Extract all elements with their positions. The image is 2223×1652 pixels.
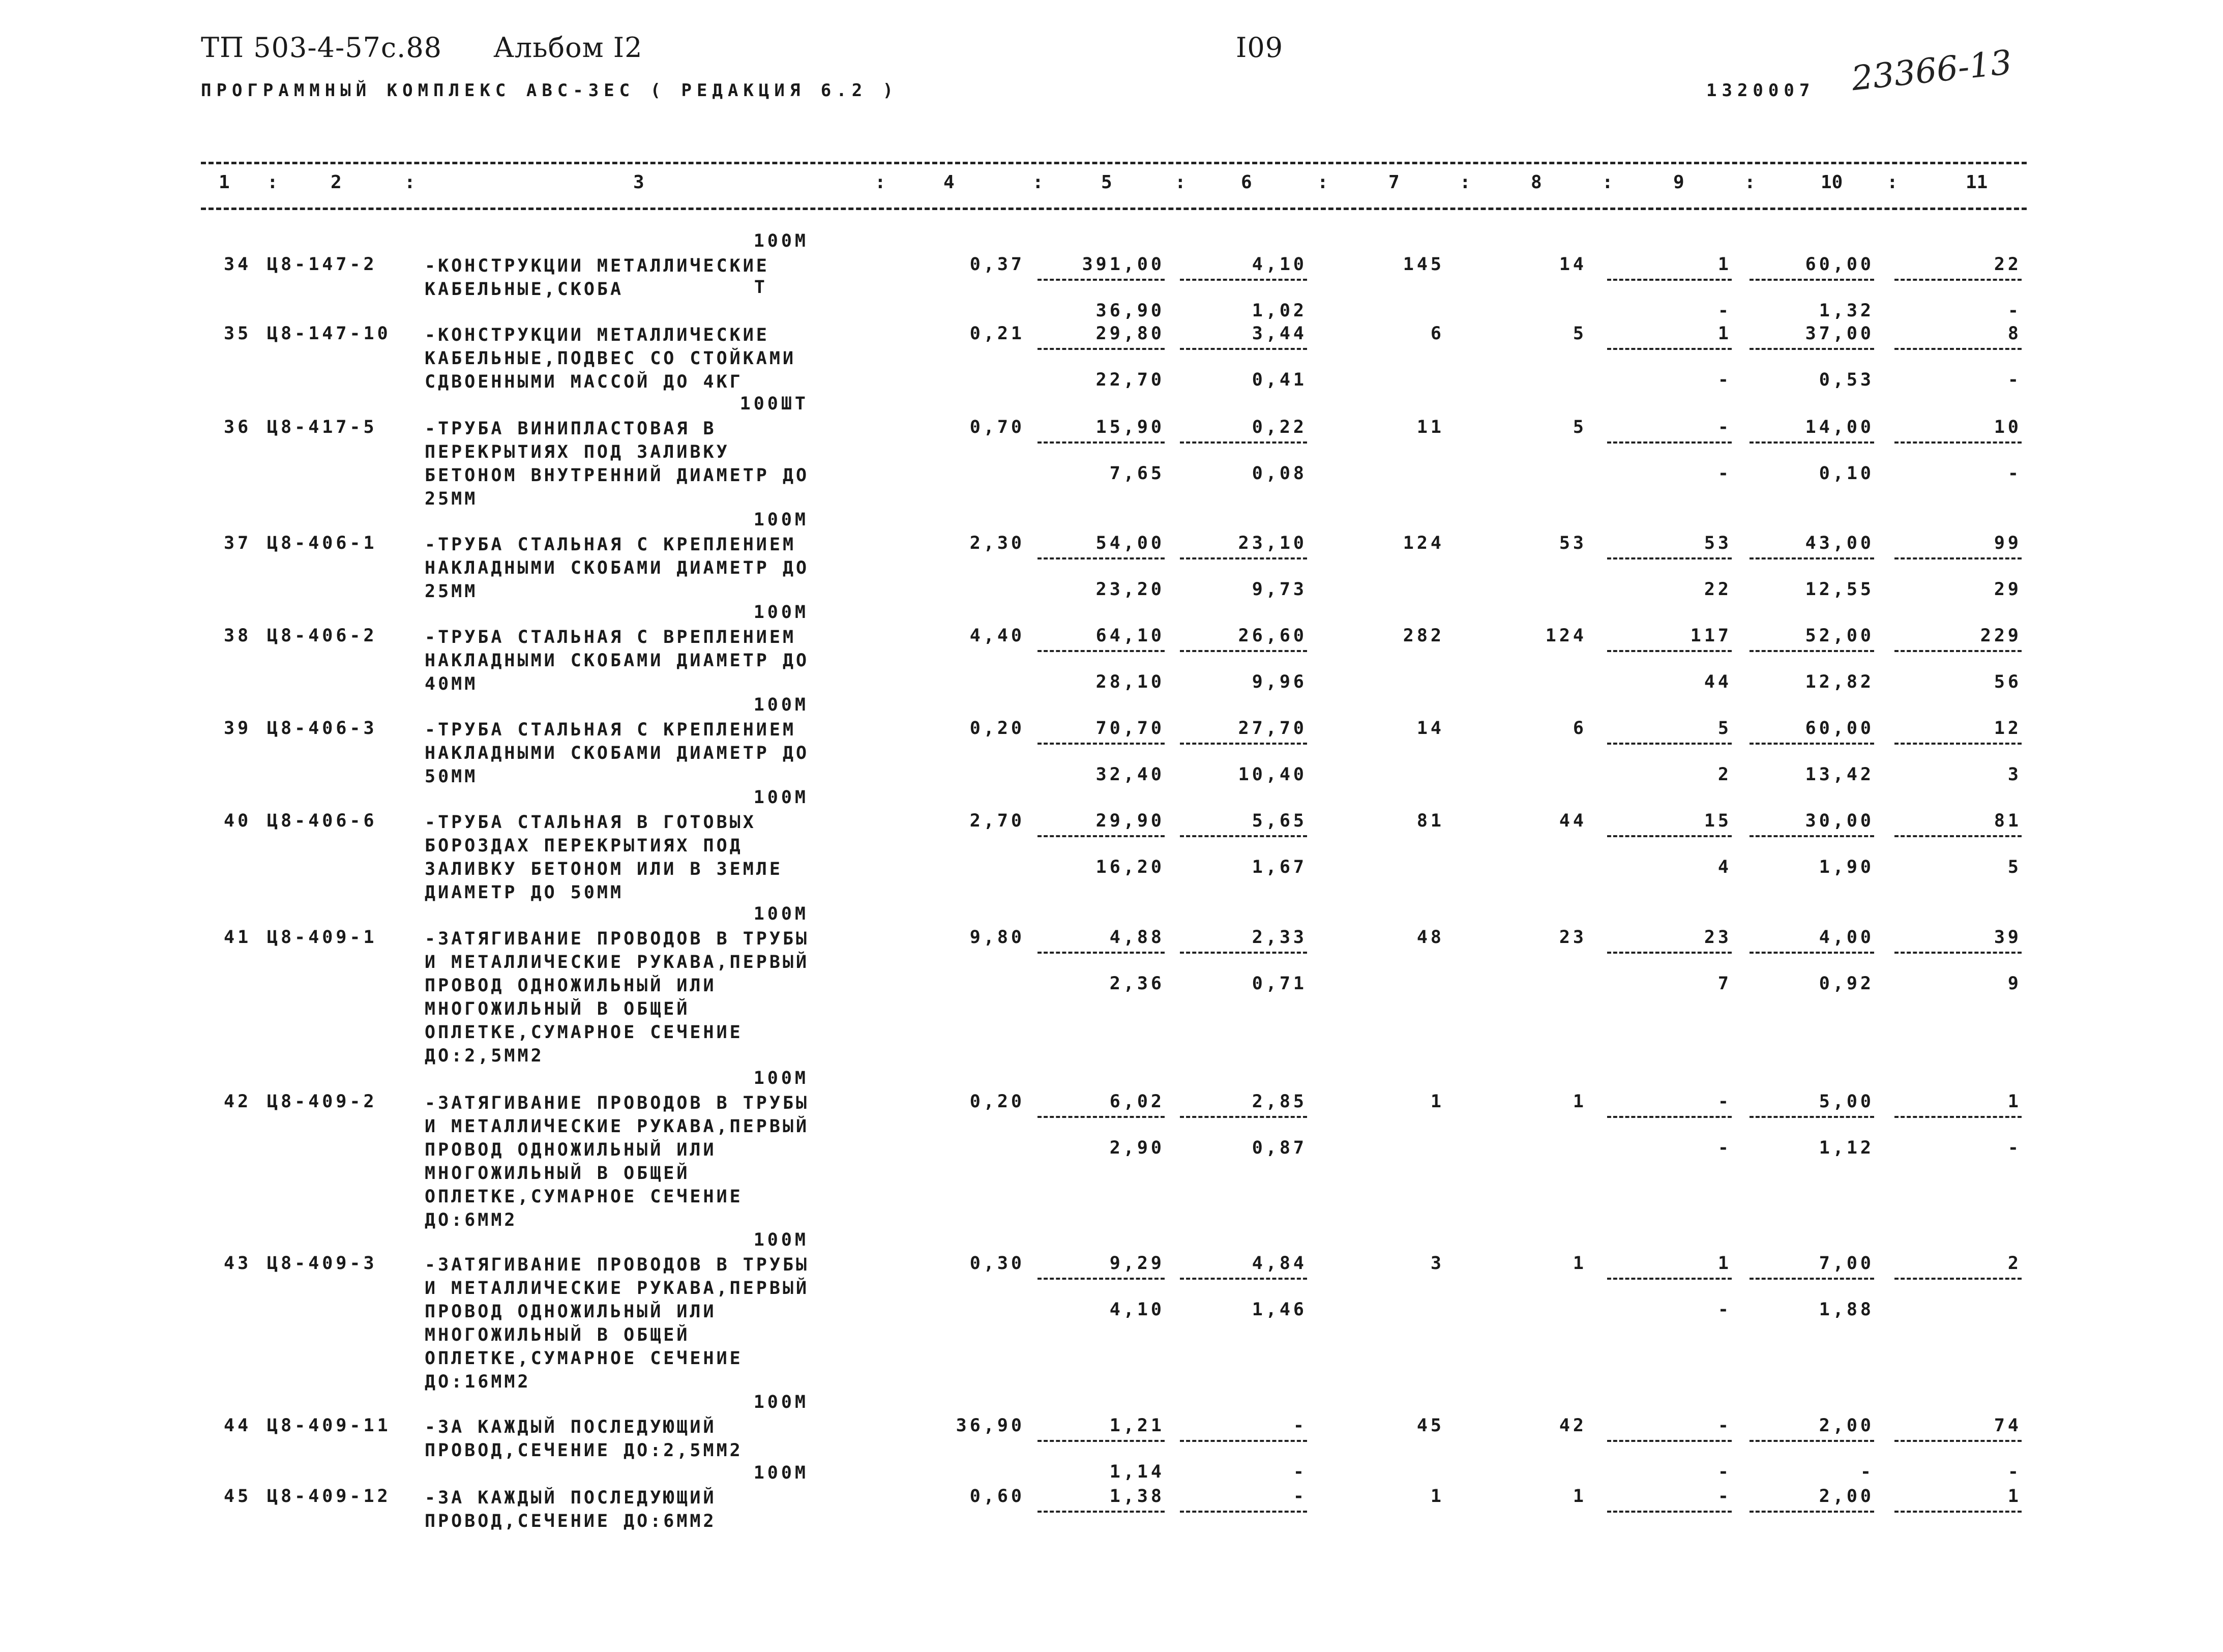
cell-underline	[1894, 441, 2022, 444]
cell-underline	[1038, 952, 1165, 954]
work-description: -ЗАТЯГИВАНИЕ ПРОВОДОВ В ТРУБЫ И МЕТАЛЛИЧЕСКИЕ РУКАВА,ПЕРВЫЙ ПРОВОД ОДНОЖИЛЬНЫЙ ИЛИ МНОГОЖИЛЬНЫЙ В ОБЩЕЙ ОПЛЕТКЕ,СУМАРНОЕ СЕЧЕНИЕ ДО:16ММ2	[425, 1255, 810, 1392]
work-description: -КОНСТРУКЦИИ МЕТАЛЛИЧЕСКИЕ КАБЕЛЬНЫЕ,СКОБА	[425, 256, 769, 300]
quantity: 36,90	[956, 1415, 1025, 1436]
col9-value: 53	[1704, 533, 1732, 553]
col5-value: 54,00	[1095, 533, 1165, 553]
quantity: 4,40	[969, 626, 1025, 646]
row-number: 42	[224, 1092, 252, 1112]
col5-value-2: 7,65	[1109, 463, 1165, 484]
col9-value-2: 4	[1717, 857, 1732, 877]
cell-underline	[1180, 348, 1307, 350]
cell-underline	[1607, 952, 1732, 954]
rate-code: Ц8-409-12	[267, 1486, 391, 1507]
cell-underline	[1894, 650, 2022, 652]
table-top-rule	[201, 162, 2027, 164]
col9-value: 117	[1690, 626, 1732, 646]
cell-underline	[1038, 1511, 1165, 1513]
cell-underline	[1894, 1116, 2022, 1118]
cell-underline	[1894, 835, 2022, 837]
doc-code: ТП 503-4-57с.88	[201, 32, 442, 64]
col8-value: 42	[1559, 1415, 1587, 1436]
row-number: 37	[224, 533, 252, 553]
handwritten-inventory-number: 23366-13	[1849, 42, 2014, 99]
col10-value: 60,00	[1805, 254, 1874, 275]
row-number: 40	[224, 811, 252, 831]
col6-value-2: 9,96	[1252, 672, 1307, 692]
cell-underline	[1750, 1511, 1874, 1513]
col11-value: 8	[2007, 323, 2022, 344]
cell-underline	[1894, 348, 2022, 350]
column-separator: :	[1175, 172, 1186, 193]
work-description: -ТРУБА СТАЛЬНАЯ С ВРЕПЛЕНИЕМ НАКЛАДНЫМИ СКОБАМИ ДИАМЕТР ДО 40ММ	[425, 627, 810, 694]
col5-value: 4,88	[1109, 927, 1165, 948]
col8-value: 53	[1559, 533, 1587, 553]
col5-value-2: 2,36	[1109, 973, 1165, 994]
col8-value: 5	[1573, 323, 1587, 344]
cell-underline	[1750, 952, 1874, 954]
table-header-rule	[201, 208, 2027, 210]
page-number: I09	[1236, 32, 1284, 64]
col5-value: 9,29	[1109, 1253, 1165, 1274]
col5-value: 29,90	[1095, 811, 1165, 831]
cell-underline	[1750, 441, 1874, 444]
col5-value-2: 32,40	[1095, 764, 1165, 785]
rate-code: Ц8-409-1	[267, 927, 377, 948]
cell-underline	[1180, 743, 1307, 745]
col11-value: 22	[1994, 254, 2022, 275]
col5-value: 1,38	[1109, 1486, 1165, 1507]
col10-value: 2,00	[1819, 1486, 1874, 1507]
col10-value: 4,00	[1819, 927, 1874, 948]
cell-underline	[1750, 1440, 1874, 1442]
col6-value-2: 0,71	[1252, 973, 1307, 994]
col6-value: 4,10	[1252, 254, 1307, 275]
cell-underline	[1607, 279, 1732, 281]
col7-value: 145	[1403, 254, 1444, 275]
work-description: -КОНСТРУКЦИИ МЕТАЛЛИЧЕСКИЕ КАБЕЛЬНЫЕ,ПОДВЕС СО СТОЙКАМИ СДВОЕННЫМИ МАССОЙ ДО 4КГ	[425, 325, 796, 392]
col10-value: 2,00	[1819, 1415, 1874, 1436]
cell-underline	[1750, 557, 1874, 559]
cell-underline	[1607, 557, 1732, 559]
col9-value-2: 22	[1704, 579, 1732, 600]
col6-value: 3,44	[1252, 323, 1307, 344]
col10-value-2: 12,82	[1805, 672, 1874, 692]
work-description: -ТРУБА СТАЛЬНАЯ В ГОТОВЫХ БОРОЗДАХ ПЕРЕКРЫТИЯХ ПОД ЗАЛИВКУ БЕТОНОМ ИЛИ В ЗЕМЛЕ ДИАМЕТР ДО 50ММ	[425, 812, 783, 903]
cell-underline	[1607, 743, 1732, 745]
cell-underline	[1750, 279, 1874, 281]
work-description: -ЗА КАЖДЫЙ ПОСЛЕДУЮЩИЙ ПРОВОД,СЕЧЕНИЕ ДО:2,5ММ2	[425, 1417, 743, 1461]
column-separator: :	[1032, 172, 1044, 193]
col5-value-2: 22,70	[1095, 370, 1165, 390]
cell-underline	[1038, 835, 1165, 837]
col6-value: 27,70	[1238, 718, 1307, 739]
work-description: -ТРУБА ВИНИПЛАСТОВАЯ В ПЕРЕКРЫТИЯХ ПОД ЗАЛИВКУ БЕТОНОМ ВНУТРЕННИЙ ДИАМЕТР ДО 25ММ	[425, 419, 810, 509]
quantity: 0,37	[969, 254, 1025, 275]
col9-value-2: -	[1717, 463, 1732, 484]
column-header-8: 8	[1531, 172, 1542, 193]
col9-value: -	[1717, 1486, 1732, 1507]
col9-value-2: -	[1717, 1138, 1732, 1158]
cell-underline	[1038, 1116, 1165, 1118]
cell-underline	[1894, 557, 2022, 559]
quantity: 0,30	[969, 1253, 1025, 1274]
col7-value: 3	[1430, 1253, 1444, 1274]
cell-underline	[1750, 743, 1874, 745]
cell-underline	[1894, 1278, 2022, 1280]
col6-value: 2,85	[1252, 1092, 1307, 1112]
quantity: 0,20	[969, 718, 1025, 739]
work-description: -ЗА КАЖДЫЙ ПОСЛЕДУЮЩИЙ ПРОВОД,СЕЧЕНИЕ ДО:6ММ2	[425, 1488, 717, 1531]
col10-value-2: 0,10	[1819, 463, 1874, 484]
col6-value-2: 1,67	[1252, 857, 1307, 877]
col5-value-2: 16,20	[1095, 857, 1165, 877]
rate-code: Ц8-406-2	[267, 626, 377, 646]
column-separator: :	[1317, 172, 1328, 193]
col6-value: -	[1293, 1415, 1307, 1436]
quantity: 0,60	[969, 1486, 1025, 1507]
cell-underline	[1607, 348, 1732, 350]
col10-value-2: -	[1860, 1462, 1874, 1482]
cell-underline	[1038, 650, 1165, 652]
album-label: Альбом I2	[493, 32, 643, 64]
col10-value: 30,00	[1805, 811, 1874, 831]
unit-label: 100М	[753, 1463, 809, 1483]
col5-value: 1,21	[1109, 1415, 1165, 1436]
col11-value: 39	[1994, 927, 2022, 948]
col11-value: 1	[2007, 1486, 2022, 1507]
cell-underline	[1894, 743, 2022, 745]
col6-value: -	[1293, 1486, 1307, 1507]
col5-value-2: 4,10	[1109, 1300, 1165, 1320]
col5-value-2: 36,90	[1095, 301, 1165, 321]
col6-value: 2,33	[1252, 927, 1307, 948]
col6-value: 23,10	[1238, 533, 1307, 553]
unit-label: 100М	[753, 510, 809, 530]
column-header-11: 11	[1966, 172, 1988, 193]
rate-code: Ц8-147-10	[267, 323, 391, 344]
unit-label: 100М	[753, 1392, 809, 1412]
col8-value: 5	[1573, 417, 1587, 437]
quantity: 0,70	[969, 417, 1025, 437]
col10-value-2: 1,88	[1819, 1300, 1874, 1320]
col6-value-2: 0,08	[1252, 463, 1307, 484]
col7-value: 1	[1430, 1092, 1444, 1112]
cell-underline	[1180, 279, 1307, 281]
col7-value: 282	[1403, 626, 1444, 646]
col10-value: 14,00	[1805, 417, 1874, 437]
col9-value: 15	[1704, 811, 1732, 831]
cell-underline	[1750, 348, 1874, 350]
col7-value: 11	[1416, 417, 1444, 437]
column-separator: :	[875, 172, 886, 193]
cell-underline	[1038, 1440, 1165, 1442]
column-separator: :	[1602, 172, 1613, 193]
unit-label: 100ШТ	[739, 394, 809, 414]
col6-value: 26,60	[1238, 626, 1307, 646]
col5-value-2: 28,10	[1095, 672, 1165, 692]
column-separator: :	[267, 172, 278, 193]
unit-label: 100М	[753, 787, 809, 808]
cell-underline	[1750, 835, 1874, 837]
rate-code: Ц8-406-3	[267, 718, 377, 739]
col7-value: 81	[1416, 811, 1444, 831]
cell-underline	[1038, 279, 1165, 281]
col6-value: 5,65	[1252, 811, 1307, 831]
col9-value-2: -	[1717, 370, 1732, 390]
col9-value: 1	[1717, 1253, 1732, 1274]
rate-code: Ц8-409-11	[267, 1415, 391, 1436]
col8-value: 1	[1573, 1253, 1587, 1274]
rate-code: Ц8-406-6	[267, 811, 377, 831]
col11-value-2: -	[2007, 370, 2022, 390]
col7-value: 1	[1430, 1486, 1444, 1507]
cell-underline	[1607, 1278, 1732, 1280]
col8-value: 6	[1573, 718, 1587, 739]
cell-underline	[1038, 743, 1165, 745]
col8-value: 14	[1559, 254, 1587, 275]
col10-value: 43,00	[1805, 533, 1874, 553]
cell-underline	[1607, 1116, 1732, 1118]
col7-value: 45	[1416, 1415, 1444, 1436]
cell-underline	[1180, 1511, 1307, 1513]
col6-value: 0,22	[1252, 417, 1307, 437]
col10-value-2: 13,42	[1805, 764, 1874, 785]
unit-label: Т	[754, 277, 768, 298]
row-number: 34	[224, 254, 252, 275]
col9-value: 1	[1717, 254, 1732, 275]
quantity: 0,20	[969, 1092, 1025, 1112]
unit-label: 100М	[753, 602, 809, 623]
col11-value-2: -	[2007, 1462, 2022, 1482]
work-description: -ЗАТЯГИВАНИЕ ПРОВОДОВ В ТРУБЫ И МЕТАЛЛИЧЕСКИЕ РУКАВА,ПЕРВЫЙ ПРОВОД ОДНОЖИЛЬНЫЙ ИЛИ МНОГОЖИЛЬНЫЙ В ОБЩЕЙ ОПЛЕТКЕ,СУМАРНОЕ СЕЧЕНИЕ ДО:6ММ2	[425, 1093, 810, 1230]
col11-value-2: -	[2007, 463, 2022, 484]
cell-underline	[1038, 1278, 1165, 1280]
col9-value: -	[1717, 1092, 1732, 1112]
cell-underline	[1038, 557, 1165, 559]
col7-value: 124	[1403, 533, 1444, 553]
col11-value-2: 29	[1994, 579, 2022, 600]
col6-value-2: -	[1293, 1462, 1307, 1482]
col8-value: 23	[1559, 927, 1587, 948]
col9-value: -	[1717, 417, 1732, 437]
col7-value: 6	[1430, 323, 1444, 344]
unit-label: 100М	[753, 695, 809, 715]
quantity: 2,70	[969, 811, 1025, 831]
col11-value: 1	[2007, 1092, 2022, 1112]
col5-value-2: 23,20	[1095, 579, 1165, 600]
col9-value-2: 2	[1717, 764, 1732, 785]
col11-value: 229	[1980, 626, 2022, 646]
cell-underline	[1607, 441, 1732, 444]
cell-underline	[1894, 952, 2022, 954]
column-separator: :	[404, 172, 416, 193]
col10-value-2: 1,90	[1819, 857, 1874, 877]
col8-value: 44	[1559, 811, 1587, 831]
column-separator: :	[1460, 172, 1471, 193]
col6-value-2: 9,73	[1252, 579, 1307, 600]
row-number: 45	[224, 1486, 252, 1507]
col6-value: 4,84	[1252, 1253, 1307, 1274]
col9-value-2: -	[1717, 301, 1732, 321]
row-number: 41	[224, 927, 252, 948]
unit-label: 100М	[753, 904, 809, 924]
column-header-5: 5	[1101, 172, 1112, 193]
col9-value: 23	[1704, 927, 1732, 948]
col11-value: 99	[1994, 533, 2022, 553]
col10-value: 60,00	[1805, 718, 1874, 739]
work-description: -ТРУБА СТАЛЬНАЯ С КРЕПЛЕНИЕМ НАКЛАДНЫМИ СКОБАМИ ДИАМЕТР ДО 50ММ	[425, 720, 810, 787]
col11-value-2: -	[2007, 301, 2022, 321]
col11-value: 81	[1994, 811, 2022, 831]
col10-value-2: 0,92	[1819, 973, 1874, 994]
col10-value-2: 0,53	[1819, 370, 1874, 390]
col9-value-2: 44	[1704, 672, 1732, 692]
cell-underline	[1180, 650, 1307, 652]
col8-value: 1	[1573, 1486, 1587, 1507]
cell-underline	[1894, 279, 2022, 281]
cell-underline	[1607, 1440, 1732, 1442]
col5-value: 70,70	[1095, 718, 1165, 739]
column-header-10: 10	[1821, 172, 1843, 193]
col9-value: -	[1717, 1415, 1732, 1436]
col6-value-2: 10,40	[1238, 764, 1307, 785]
cell-underline	[1607, 650, 1732, 652]
row-number: 35	[224, 323, 252, 344]
work-description: -ЗАТЯГИВАНИЕ ПРОВОДОВ В ТРУБЫ И МЕТАЛЛИЧЕСКИЕ РУКАВА,ПЕРВЫЙ ПРОВОД ОДНОЖИЛЬНЫЙ ИЛИ МНОГОЖИЛЬНЫЙ В ОБЩЕЙ ОПЛЕТКЕ,СУМАРНОЕ СЕЧЕНИЕ ДО:2,5ММ2	[425, 929, 810, 1066]
col11-value-2: 9	[2007, 973, 2022, 994]
cell-underline	[1180, 557, 1307, 559]
cell-underline	[1180, 952, 1307, 954]
cell-underline	[1038, 441, 1165, 444]
col11-value: 12	[1994, 718, 2022, 739]
col10-value-2: 12,55	[1805, 579, 1874, 600]
col9-value: 5	[1717, 718, 1732, 739]
column-header-3: 3	[633, 172, 644, 193]
col11-value-2: 56	[1994, 672, 2022, 692]
col7-value: 48	[1416, 927, 1444, 948]
rate-code: Ц8-147-2	[267, 254, 377, 275]
column-header-4: 4	[943, 172, 955, 193]
row-number: 44	[224, 1415, 252, 1436]
row-number: 36	[224, 417, 252, 437]
column-header-1: 1	[219, 172, 230, 193]
rate-code: Ц8-409-3	[267, 1253, 377, 1274]
col5-value: 29,80	[1095, 323, 1165, 344]
cell-underline	[1750, 1116, 1874, 1118]
col9-value-2: -	[1717, 1462, 1732, 1482]
quantity: 0,21	[969, 323, 1025, 344]
col5-value: 64,10	[1095, 626, 1165, 646]
col11-value-2: 5	[2007, 857, 2022, 877]
col6-value-2: 1,02	[1252, 301, 1307, 321]
col5-value: 391,00	[1082, 254, 1165, 275]
cell-underline	[1750, 1278, 1874, 1280]
cell-underline	[1750, 650, 1874, 652]
column-separator: :	[1887, 172, 1898, 193]
cell-underline	[1180, 835, 1307, 837]
column-header-9: 9	[1673, 172, 1684, 193]
unit-label: 100М	[753, 231, 809, 251]
col11-value: 74	[1994, 1415, 2022, 1436]
col9-value-2: 7	[1717, 973, 1732, 994]
col6-value-2: 0,41	[1252, 370, 1307, 390]
column-header-2: 2	[331, 172, 342, 193]
cell-underline	[1180, 441, 1307, 444]
cell-underline	[1180, 1278, 1307, 1280]
cell-underline	[1038, 348, 1165, 350]
col7-value: 14	[1416, 718, 1444, 739]
col11-value-2: -	[2007, 1138, 2022, 1158]
col9-value-2: -	[1717, 1300, 1732, 1320]
col5-value: 15,90	[1095, 417, 1165, 437]
col11-value: 2	[2007, 1253, 2022, 1274]
row-number: 39	[224, 718, 252, 739]
col10-value: 52,00	[1805, 626, 1874, 646]
cell-underline	[1180, 1116, 1307, 1118]
rate-code: Ц8-417-5	[267, 417, 377, 437]
col6-value-2: 0,87	[1252, 1138, 1307, 1158]
col10-value: 37,00	[1805, 323, 1874, 344]
unit-label: 100М	[753, 1230, 809, 1250]
col10-value-2: 1,32	[1819, 301, 1874, 321]
work-description: -ТРУБА СТАЛЬНАЯ С КРЕПЛЕНИЕМ НАКЛАДНЫМИ СКОБАМИ ДИАМЕТР ДО 25ММ	[425, 535, 810, 602]
row-number: 43	[224, 1253, 252, 1274]
rate-code: Ц8-409-2	[267, 1092, 377, 1112]
col5-value-2: 1,14	[1109, 1462, 1165, 1482]
unit-label: 100М	[753, 1068, 809, 1088]
column-separator: :	[1744, 172, 1756, 193]
column-header-7: 7	[1388, 172, 1400, 193]
col6-value-2: 1,46	[1252, 1300, 1307, 1320]
col9-value: 1	[1717, 323, 1732, 344]
cell-underline	[1894, 1511, 2022, 1513]
quantity: 2,30	[969, 533, 1025, 553]
col11-value-2: 3	[2007, 764, 2022, 785]
col10-value-2: 1,12	[1819, 1138, 1874, 1158]
doc-number: 1320007	[1706, 80, 1815, 101]
program-title: ПРОГРАММНЫЙ КОМПЛЕКС АВС-3ЕС ( РЕДАКЦИЯ 6.2 )	[201, 80, 899, 101]
cell-underline	[1607, 835, 1732, 837]
col8-value: 124	[1545, 626, 1587, 646]
col8-value: 1	[1573, 1092, 1587, 1112]
col10-value: 5,00	[1819, 1092, 1874, 1112]
col11-value: 10	[1994, 417, 2022, 437]
col5-value: 6,02	[1109, 1092, 1165, 1112]
col5-value-2: 2,90	[1109, 1138, 1165, 1158]
col10-value: 7,00	[1819, 1253, 1874, 1274]
cell-underline	[1607, 1511, 1732, 1513]
rate-code: Ц8-406-1	[267, 533, 377, 553]
row-number: 38	[224, 626, 252, 646]
cell-underline	[1894, 1440, 2022, 1442]
cell-underline	[1180, 1440, 1307, 1442]
column-header-6: 6	[1241, 172, 1252, 193]
quantity: 9,80	[969, 927, 1025, 948]
